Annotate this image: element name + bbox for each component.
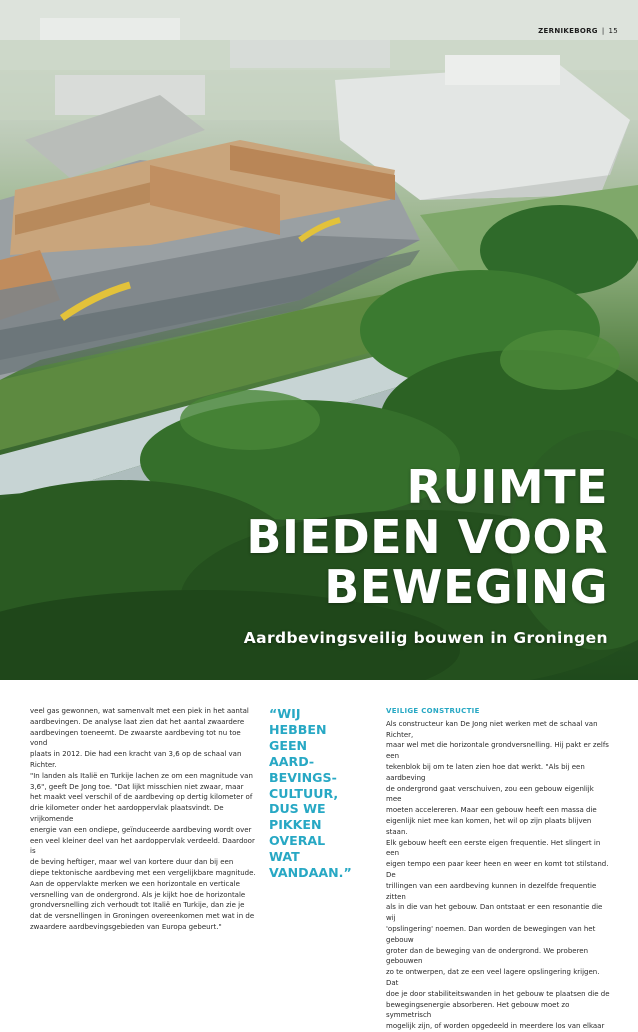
body-line: Elk gebouw heeft een eerste eigen frequentie. Het slingert in een: [386, 838, 601, 858]
body-line: energie van een ondiepe, geïnduceerde aardbeving wordt over: [30, 825, 252, 834]
section-heading: VEILIGE CONSTRUCTIE: [386, 707, 480, 715]
body-line: aardbevingen. De analyse laat zien dat het aantal zwaardere: [30, 717, 245, 726]
body-line: drie kilometer onder het aardoppervlak plaatsvindt. De vrijkomende: [30, 804, 224, 823]
body-column-left: [30, 706, 256, 933]
headline: [246, 462, 608, 612]
body-line: 3,6", geeft De Jong toe. "Dat lijkt misschien niet zwaar, maar: [30, 782, 244, 791]
pull-quote-line: PIKKEN: [269, 817, 322, 833]
pull-quote-line: DUS WE: [269, 801, 326, 817]
headline-line: BIEDEN VOOR: [246, 510, 608, 564]
body-line: "In landen als Italië en Turkije lachen ze om een magnitude van: [30, 771, 253, 780]
body-line: het maakt veel verschil of de aardbeving op dertig kilometer of: [30, 793, 253, 802]
pull-quote-line: GEEN: [269, 737, 308, 753]
pull-quote-line: CULTUUR,: [269, 785, 339, 801]
body-line: eigenlijk niet mee kan komen, het wil op zijn plaats blijven staan.: [386, 816, 592, 836]
body-line: moeten accelereren. Maar een gebouw heeft een massa die: [386, 806, 597, 815]
body-line: de ondergrond gaat verschuiven, zou een gebouw eigenlijk mee: [386, 784, 594, 804]
body-line: aardbevingen toeneemt. De zwaarste aardbeving tot nu toe vond: [30, 728, 241, 748]
pull-quote-line: AARD-: [269, 753, 315, 769]
body-line: veel gas gewonnen, wat samenvalt met een piek in het aantal: [30, 707, 249, 715]
pull-quote-line: WAT: [269, 849, 300, 865]
body-line: mogelijk zijn, of worden opgedeeld in meerdere los van elkaar: [386, 1022, 605, 1031]
pull-quote-line: “WIJ: [269, 706, 301, 721]
body-line: een veel kleiner deel van het aardoppervlak verdeeld. Daardoor is: [30, 836, 255, 856]
body-line: dat de versnellingen in Groningen overeenkomen met wat in de: [30, 912, 255, 921]
body-line: tekenblok bij om te laten zien hoe dat werkt. "Als bij een aardbeving: [386, 762, 585, 782]
body-column-right: [386, 706, 611, 1032]
pull-quote: [269, 706, 379, 881]
pull-quote-line: VANDAAN.”: [269, 865, 352, 881]
headline-line: BEWEGING: [324, 560, 608, 614]
pull-quote-line: BEVINGS-: [269, 769, 337, 785]
subtitle: Aardbevingsveilig bouwen in Groningen: [243, 629, 608, 647]
body-line: 'opslingering' noemen. Dan worden de bewegingen van het gebouw: [386, 924, 596, 944]
pull-quote-line: HEBBEN: [269, 721, 327, 737]
body-line: eigen tempo een paar keer heen en weer en komt tot stilstand. De: [386, 860, 609, 879]
body-line: Aan de oppervlakte merken we een horizontale en verticale: [30, 879, 240, 888]
body-line: plaats in 2012. Die had een kracht van 3,6 op de schaal van Richter.: [30, 750, 242, 769]
body-line: zwaardere aardbevingsgebieden van Europa gebeurt.": [30, 922, 222, 931]
body-line: maar wel met die horizontale grondversnelling. Hij pakt er zelfs een: [386, 741, 609, 761]
pull-quote-line: OVERAL: [269, 833, 326, 849]
body-line: grondversnelling zich verhoudt tot Italië en Turkije, dan zie je: [30, 901, 245, 910]
body-line: versnelling van de ondergrond. Als je kijkt hoe de horizontale: [30, 890, 246, 899]
headline-line: RUIMTE: [406, 460, 608, 514]
running-header: [538, 27, 618, 35]
body-line: trillingen van een aardbeving kunnen in dezelfde frequentie zitten: [386, 881, 597, 901]
body-line: Als constructeur kan De Jong niet werken met de schaal van Richter,: [386, 719, 598, 739]
header-separator: |: [601, 27, 605, 35]
body-line: zo te ontwerpen, dat ze een veel lagere opslingering krijgen. Dat: [386, 968, 600, 987]
body-line: bewegingsenergie absorberen. Het gebouw moet zo symmetrisch: [386, 1000, 570, 1020]
body-line: de beving heftiger, maar wel van kortere duur dan bij een: [30, 858, 234, 867]
body-line: diepe tektonische aardbeving met een vergelijkbare magnitude.: [30, 868, 256, 877]
page-number: 15: [608, 27, 618, 35]
body-line: doe je door stabiliteitswanden in het gebouw te plaatsen die de: [386, 989, 610, 998]
body-line: als in die van het gebouw. Dan ontstaat er een resonantie die wij: [386, 903, 603, 923]
body-line: groter dan de beweging van de ondergrond. We proberen gebouwen: [386, 946, 589, 966]
section-name: ZERNIKEBORG: [538, 27, 598, 35]
